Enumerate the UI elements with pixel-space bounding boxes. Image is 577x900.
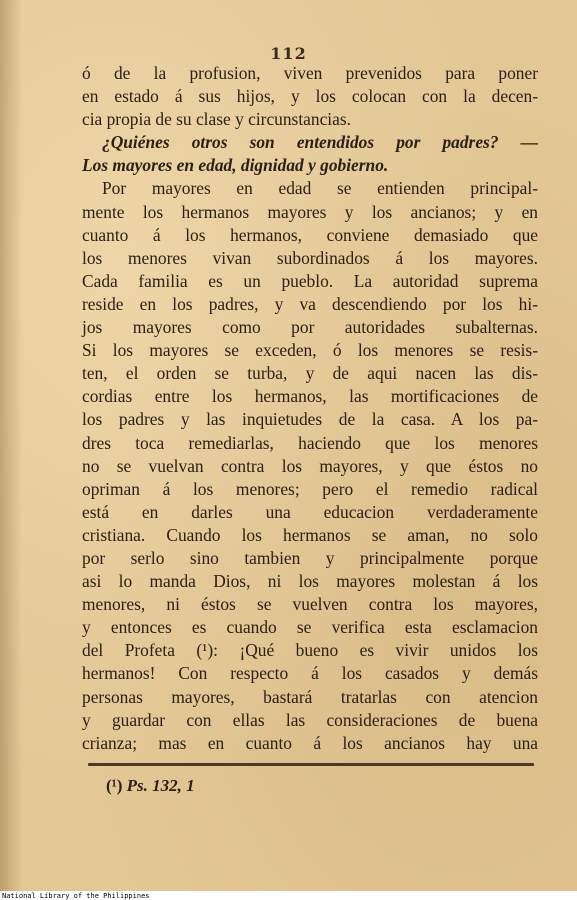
text-line: los padres y las inquietudes de la casa. A los pa- <box>82 409 538 430</box>
text-line: cristiana. Cuando los hermanos se aman, no solo <box>82 524 538 545</box>
text-line: dres toca remediarlas, haciendo que los menores <box>82 432 538 453</box>
page-edge-shadow <box>0 0 22 891</box>
footnote-marker: (¹) <box>106 776 123 795</box>
page-number: 112 <box>270 44 307 63</box>
text-line: y guardar con ellas las consideraciones de buena <box>82 709 538 730</box>
text-line: mente los hermanos mayores y los ancianos; y en <box>82 201 538 222</box>
text-line: cuanto á los hermanos, conviene demasiado que <box>82 224 538 245</box>
catechism-question: ¿Quiénes otros son entendidos por padres? — <box>102 132 538 153</box>
text-line: los menores vivan subordinados á los mayores. <box>82 247 538 268</box>
text-line: Cada familia es un pueblo. La autoridad suprema <box>82 270 538 291</box>
text-line: en estado á sus hijos, y los colocan con la decen- <box>82 86 538 107</box>
footnote-divider <box>88 763 534 766</box>
text-line: por serlo sino tambien y principalmente porque <box>82 547 538 568</box>
footer-credit: National Library of the Philippines <box>2 892 150 900</box>
text-line: ó de la profusion, viven prevenidos para poner <box>82 63 538 83</box>
text-line: no se vuelvan contra los mayores, y que éstos no <box>82 455 538 476</box>
text-line: hermanos! Con respecto á los casados y demás <box>82 663 538 684</box>
text-line: menores, ni éstos se vuelven contra los mayores, <box>82 594 538 615</box>
text-line: jos mayores como por autoridades subalternas. <box>82 317 538 338</box>
text-line: personas mayores, bastará tratarlas con atencion <box>82 686 538 707</box>
text-line: opriman á los menores; pero el remedio radical <box>82 478 538 499</box>
text-line: Por mayores en edad se entienden principal- <box>102 178 538 199</box>
text-line: del Profeta (¹): ¡Qué bueno es vivir unidos los <box>82 640 538 661</box>
body-text <box>82 62 538 755</box>
footnote-reference: Ps. 132, 1 <box>126 776 195 795</box>
text-line: y entonces es cuando se verifica esta esclamacion <box>82 617 538 638</box>
text-line: reside en los padres, y va descendiendo por los hi- <box>82 293 538 314</box>
text-line: cia propia de su clase y circunstancias. <box>82 109 351 130</box>
text-line: Si los mayores se exceden, ó los menores se resis- <box>82 340 538 361</box>
catechism-answer: Los mayores en edad, dignidad y gobierno. <box>82 155 389 176</box>
footnote <box>106 776 195 796</box>
text-line: ten, el orden se turba, y de aqui nacen las dis- <box>82 363 538 384</box>
text-line: crianza; mas en cuanto á los ancianos hay una <box>82 732 538 753</box>
text-line: cordias entre los hermanos, las mortificaciones de <box>82 386 538 407</box>
text-line: está en darles una educacion verdaderamente <box>82 501 538 522</box>
text-line: asi lo manda Dios, ni los mayores molestan á los <box>82 571 538 592</box>
